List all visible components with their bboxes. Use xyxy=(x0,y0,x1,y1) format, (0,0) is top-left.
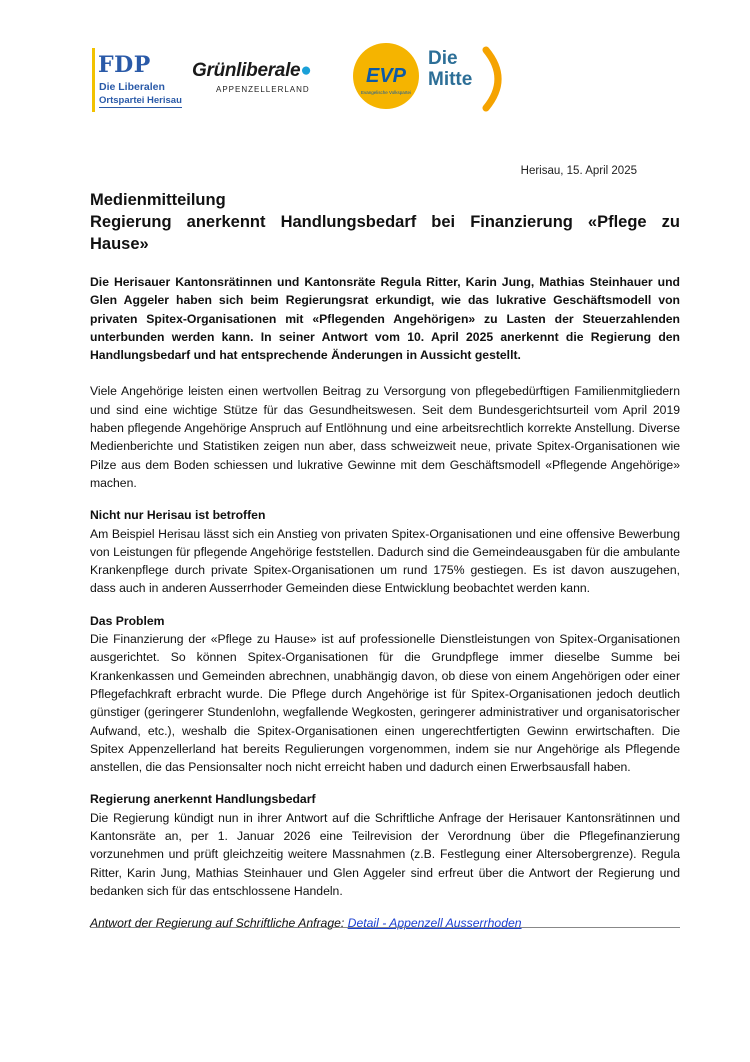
die-mitte-logo xyxy=(428,46,512,112)
document-title: Medienmitteilung xyxy=(90,191,226,209)
answer-reference xyxy=(90,914,680,932)
die-mitte-logo-arc xyxy=(482,46,512,112)
answer-reference-prefix: Antwort der Regierung auf Schriftliche Anfrage: xyxy=(90,916,348,931)
lead-paragraph: Die Herisauer Kantonsrätinnen und Kantonsräte Regula Ritter, Karin Jung, Mathias Steinhauer und Glen Aggeler haben sich beim Regierungsrat erkundigt, wie das lukrative Geschäftsmodell von privaten Spitex-Organisationen mit «Pflegenden Angehörigen» zu Lasten der Steuerzahlenden unterbunden werden kann. In seiner Antwort vom 10. April 2025 anerkennt die Regierung den Handlungsbedarf und hat entsprechende Änderungen in Aussicht gestellt. xyxy=(90,275,680,363)
gruenliberale-logo xyxy=(192,60,352,100)
document-headline: Regierung anerkennt Handlungsbedarf bei Finanzierung «Pflege zu Hause» xyxy=(90,213,680,253)
evp-logo-badge xyxy=(352,42,420,110)
intro-paragraph: Viele Angehörige leisten einen wertvollen Beitrag zu Versorgung von pflegebedürftigen Familienmitgliedern und sind eine wichtige Stütze für das Gesundheitswesen. Seit dem Bundesgerichtsurteil vom April 2019 haben pflegende Angehörige Anspruch auf Entlöhnung und eine arbeitsrechtlich korrekte Anstellung. Diverse Medienberichte und Statistiken zeigen nun aber, dass schweizweit neue, private Spitex-Organisationen wie Pilze aus dem Boden schiessen und lukrative Gewinne mit dem Geschäftsmodell «Pflegende Angehörige» machen. xyxy=(90,384,680,490)
fdp-logo-word: FDP xyxy=(98,52,151,78)
answer-detail-link[interactable]: Detail - Appenzell Ausserrhoden xyxy=(347,916,522,931)
fdp-logo-accent-bar xyxy=(92,48,95,112)
section-text-herisau: Am Beispiel Herisau lässt sich ein Anstieg von privaten Spitex-Organisationen und eine offensive Bewerbung von Leistungen für pflegende Angehörige feststellen. Dadurch sind die Gemeindeausgaben für die ambulante Krankenpflege durch private Spitex-Organisationen um rund 175% gestiegen. Es ist davon auszugehen, dass auch in anderen Ausserrhoder Gemeinden diese Entwicklung beobachtet werden kann. xyxy=(90,526,680,596)
evp-logo-word: EVP xyxy=(365,65,407,87)
section-heading-problem: Das Problem xyxy=(90,613,165,628)
gruenliberale-logo-sub: APPENZELLERLAND xyxy=(216,85,310,94)
fdp-logo-line2: Ortspartei Herisau xyxy=(99,95,182,106)
section-text-problem: Die Finanzierung der «Pflege zu Hause» ist auf professionelle Dienstleistungen von Spitex-Organisationen ausgerichtet. So können Spitex-Organisationen für die Grundpflege immer dieselbe Summe bei Krankenkassen und Gemeinden abrechnen, unabhängig davon, ob diese von einem Angehörigen oder einer Pflegefachkraft erbracht wurde. Die Pflege durch Angehörige ist für Spitex-Organisationen jedoch deutlich günstiger (geringerer Stundenlohn, wegfallende Wegkosten, geringerer administrativer und organisatorischer Aufwand, etc.), weshalb die Spitex-Organisationen einen ungerechtfertigten Gewinn erwirtschaften. Die Spitex Appenzellerland hat bereits Regulierungen vorgenommen, indem sie nur Angehörige als Pflegende anstellen, die das Pensionsalter noch nicht erreicht haben und dadurch einen Erwerbsausfall haben. xyxy=(90,632,680,775)
fdp-logo xyxy=(92,44,184,110)
footer-divider xyxy=(90,927,680,928)
section-text-regierung: Die Regierung kündigt nun in ihrer Antwort auf die Schriftliche Anfrage der Herisauer Kantonsrätinnen und Kantonsräte an, per 1. Januar 2026 eine Teilrevision der Verordnung über die Pflegefinanzierung vorzunehmen und prüft gleichzeitig weitere Massnahmen (z.B. Festlegung einer Altersobergrenze). Regula Ritter, Karin Jung, Mathias Steinhauer und Glen Aggeler sind erfreut über die Antwort der Regierung und bedanken sich für das entschlossene Handeln. xyxy=(90,810,680,898)
section-heading-herisau: Nicht nur Herisau ist betroffen xyxy=(90,508,266,523)
evp-logo xyxy=(352,42,420,110)
logo-row xyxy=(92,42,512,112)
press-release-body xyxy=(90,190,680,932)
die-mitte-logo-word: Die Mitte xyxy=(428,48,473,90)
gruenliberale-logo-word: Grünliberale● xyxy=(192,60,312,81)
evp-logo-sub: Evangelische Volkspartei xyxy=(360,90,412,95)
press-release-date: Herisau, 15. April 2025 xyxy=(520,165,637,177)
section-heading-regierung: Regierung anerkennt Handlungsbedarf xyxy=(90,792,316,807)
fdp-logo-line1: Die Liberalen xyxy=(99,81,165,93)
